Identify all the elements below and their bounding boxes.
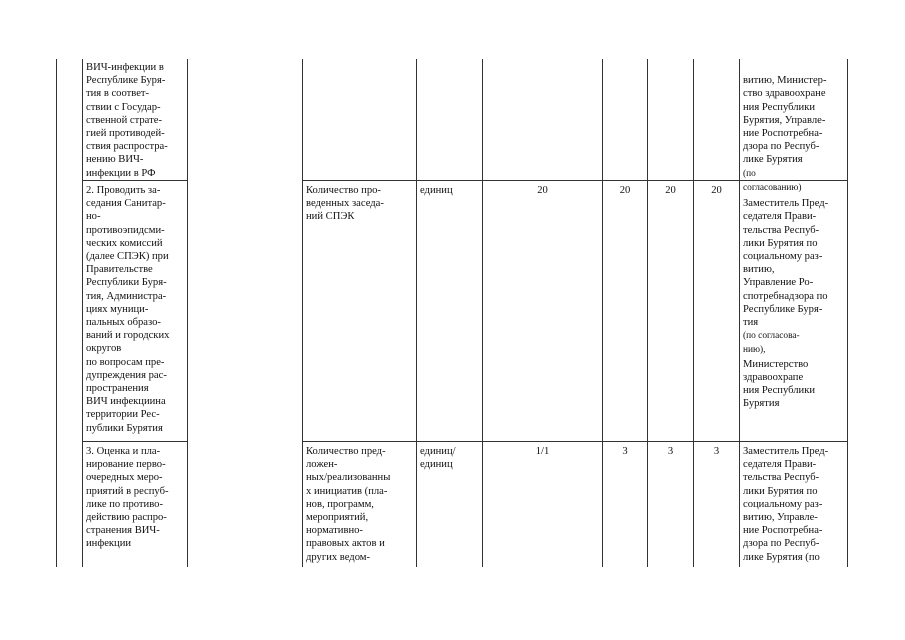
table-cell-value: 3 (667, 446, 674, 457)
executor-text: витию, Министер- ство здравоохране ния Республики Бурятия, Управле- ние Роспотребна- дзора по Респуб- лике Бурятия (743, 75, 827, 166)
table-cell-value-base: 1/1 (535, 446, 550, 457)
table-cell-value: 20 (711, 185, 722, 196)
column-divider (416, 59, 417, 567)
table-cell-task: 3. Оценка и пла- нирование перво- очередных меро- приятий в респуб- лике по противо- действию распро- странения ВИЧ- инфекции (86, 446, 169, 550)
table-cell-executor: Заместитель Пред- седателя Прави- тельства Респуб- лики Бурятия по социальному раз- витию, Управле- ние Роспотребна- дзора по Респуб- лике Бурятия (по (743, 446, 829, 563)
table-cell-task: ВИЧ-инфекции в Республике Буря- тия в соответ- ствии с Государ- ственной страте- гией противодей- ствия распростра- нению ВИЧ- инфекции в РФ (86, 62, 168, 179)
table-cell-value-base: 20 (537, 185, 548, 196)
row-divider (82, 180, 187, 181)
table-cell-value: 20 (665, 185, 676, 196)
executor-text: Заместитель Пред- седателя Прави- тельства Респуб- лики Бурятия по социальному раз- витию, Управление Ро- спотребнадзора по Республике Буря- тия (743, 198, 829, 329)
table-cell-indicator: Количество пред- ложен- ных/реализованны х инициатив (пла- нов, программ, мероприятий, нормативно- правовых актов и других ведом- (306, 446, 391, 563)
column-divider (302, 59, 303, 567)
table-cell-value: 20 (619, 185, 631, 196)
table-cell-task: 2. Проводить за- седания Санитар- но- противоэпидсми- ческих комиссий (далее СПЭК) при Правительстве Республики Буря- тия, Администра- циях муници- пальных образо- ваний и городских округов по вопросам пре- дупреждения рас- пространения ВИЧ инфекциина территории Рес- публики Бурятия (86, 185, 170, 434)
column-divider (482, 59, 483, 567)
table-cell-executor (743, 184, 846, 410)
table-cell-indicator: Количество про- веденных заседа- ний СПЭК (306, 185, 384, 223)
column-divider (647, 59, 648, 567)
executor-text-continued: Министерство здравоохрапе ния Республики Бурятия (743, 358, 816, 410)
table-cell-unit: единиц (420, 185, 453, 196)
column-divider (693, 59, 694, 567)
table-cell-value: 3 (622, 446, 628, 457)
table-border-right (847, 59, 848, 567)
row-divider (302, 441, 847, 442)
table-cell-unit: единиц/ единиц (420, 446, 456, 471)
column-divider (187, 59, 188, 567)
table-cell-value: 3 (713, 446, 720, 457)
executor-note: (по согласованию) (743, 168, 802, 193)
table-border-left (56, 59, 57, 567)
column-divider (82, 59, 83, 567)
row-divider (82, 441, 187, 442)
column-divider (602, 59, 603, 567)
table-cell-executor (743, 61, 846, 195)
column-divider (739, 59, 740, 567)
executor-note: (по согласова- нию), (743, 331, 800, 356)
